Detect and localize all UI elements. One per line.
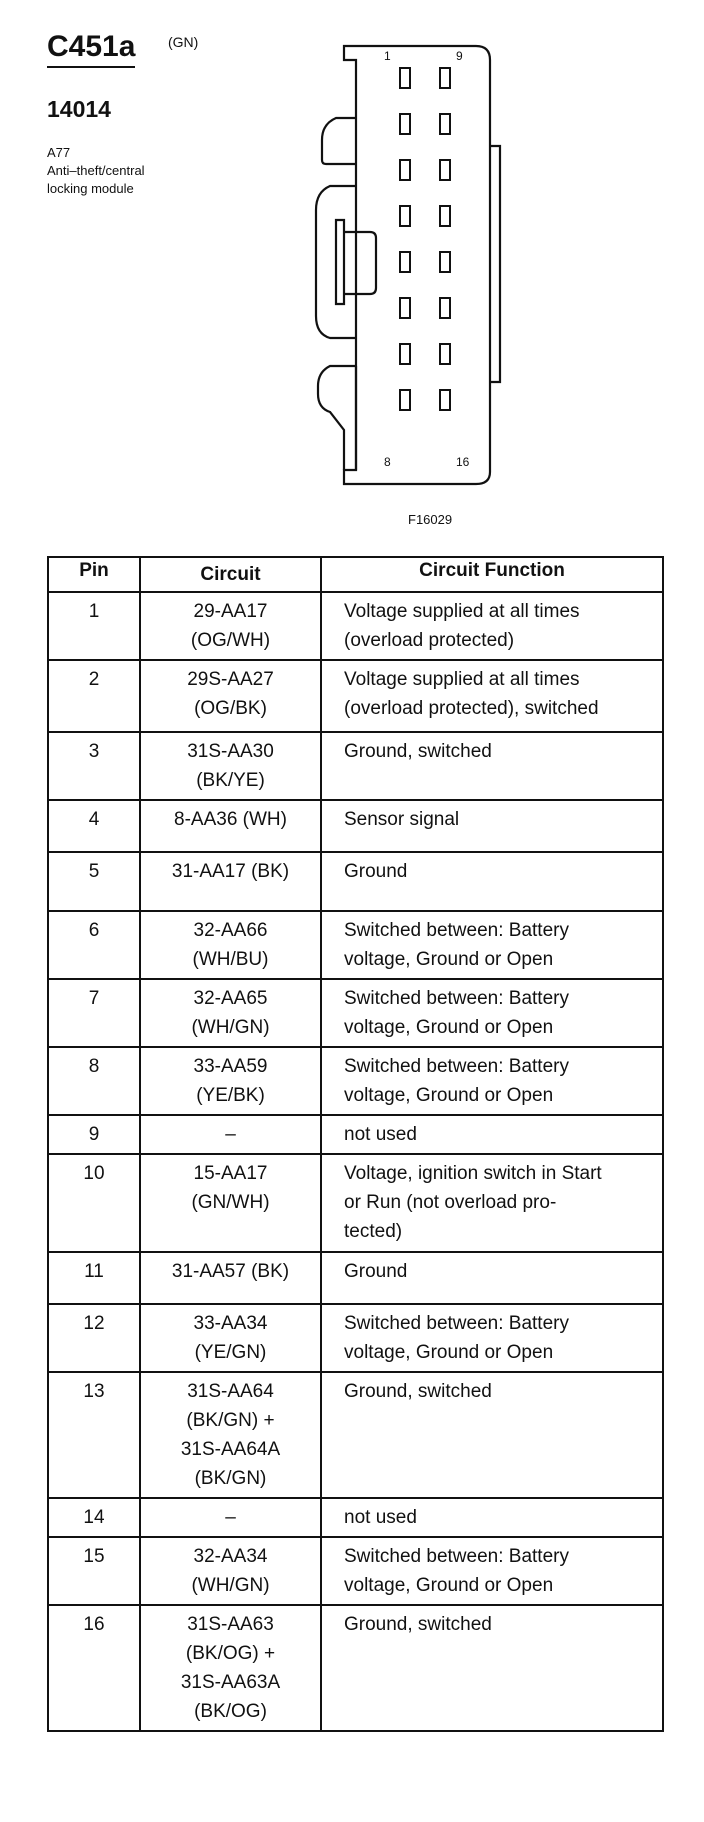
header-pin: Pin xyxy=(48,557,140,592)
function-line: (overload protected) xyxy=(344,630,515,651)
figure-id: F16029 xyxy=(408,512,453,527)
function-cell xyxy=(321,911,663,979)
function-cell xyxy=(321,1252,663,1304)
circuit-cell xyxy=(140,852,321,911)
pin-number: 16 xyxy=(83,1614,105,1635)
pin-number-cell xyxy=(48,1537,140,1605)
circuit-cell xyxy=(140,1154,321,1252)
pin-number-cell xyxy=(48,592,140,660)
function-line: voltage, Ground or Open xyxy=(344,1085,554,1106)
circuit-line: 33-AA34 xyxy=(193,1313,268,1334)
table-row xyxy=(48,1154,663,1252)
circuit-line: (BK/GN) xyxy=(194,1468,267,1489)
function-line: Sensor signal xyxy=(344,809,460,830)
function-cell xyxy=(321,1605,663,1731)
connector-code: C451a xyxy=(47,30,135,68)
pin-number: 3 xyxy=(88,741,100,762)
table-row xyxy=(48,660,663,732)
circuit-cell xyxy=(140,800,321,852)
pin-number-cell xyxy=(48,1047,140,1115)
circuit-line: 31S-AA63A xyxy=(180,1672,281,1693)
function-line: Switched between: Battery xyxy=(344,988,569,1009)
table-row xyxy=(48,1372,663,1498)
circuit-line: (WH/GN) xyxy=(191,1017,270,1038)
pin-number-cell xyxy=(48,1115,140,1154)
circuit-cell xyxy=(140,1047,321,1115)
pin-label-1: 1 xyxy=(384,49,391,63)
function-line: Ground, switched xyxy=(344,741,492,762)
pin-number: 10 xyxy=(83,1163,105,1184)
pin-number-cell xyxy=(48,852,140,911)
pin-number-cell xyxy=(48,979,140,1047)
circuit-line: (WH/GN) xyxy=(191,1575,270,1596)
module-description xyxy=(47,144,145,198)
part-number: 14014 xyxy=(47,96,111,122)
pin-label-8: 8 xyxy=(384,455,391,469)
table-row xyxy=(48,911,663,979)
function-cell xyxy=(321,979,663,1047)
module-name-line2: locking module xyxy=(47,181,134,196)
table-row xyxy=(48,1605,663,1731)
pin-number: 1 xyxy=(88,601,100,622)
circuit-line: (WH/BU) xyxy=(192,949,269,970)
function-line: voltage, Ground or Open xyxy=(344,1575,554,1596)
table-header-row xyxy=(48,557,663,592)
pin-number-cell xyxy=(48,1304,140,1372)
circuit-line: 32-AA66 xyxy=(193,920,268,941)
circuit-cell xyxy=(140,1115,321,1154)
circuit-line: 29S-AA27 xyxy=(187,669,274,690)
circuit-line: (OG/BK) xyxy=(194,698,267,719)
pin-number: 5 xyxy=(88,861,100,882)
table-row xyxy=(48,979,663,1047)
circuit-line: (GN/WH) xyxy=(191,1192,270,1213)
circuit-line: 31-AA57 (BK) xyxy=(171,1261,290,1282)
pin-number-cell xyxy=(48,800,140,852)
pin-number: 14 xyxy=(83,1507,105,1528)
circuit-line: 31S-AA64A xyxy=(180,1439,281,1460)
pin-number-cell xyxy=(48,732,140,800)
circuit-line: – xyxy=(225,1124,236,1145)
function-line: Switched between: Battery xyxy=(344,1056,569,1077)
circuit-line: (YE/BK) xyxy=(196,1085,265,1106)
function-cell xyxy=(321,1047,663,1115)
circuit-line: 33-AA59 xyxy=(193,1056,268,1077)
circuit-line: 31-AA17 (BK) xyxy=(171,861,290,882)
table-row xyxy=(48,592,663,660)
table-row xyxy=(48,1115,663,1154)
pin-number-cell xyxy=(48,1605,140,1731)
function-line: Ground, switched xyxy=(344,1614,492,1635)
pin-label-9: 9 xyxy=(456,49,463,63)
pin-number: 7 xyxy=(88,988,100,1009)
function-line: Ground xyxy=(344,861,408,882)
pin-number-cell xyxy=(48,660,140,732)
function-cell xyxy=(321,1115,663,1154)
function-line: or Run (not overload pro- xyxy=(344,1192,557,1213)
circuit-cell xyxy=(140,732,321,800)
circuit-line: 29-AA17 xyxy=(193,601,268,622)
circuit-cell xyxy=(140,1498,321,1537)
circuit-cell xyxy=(140,660,321,732)
pin-number-cell xyxy=(48,1154,140,1252)
function-cell xyxy=(321,732,663,800)
circuit-line: 31S-AA63 xyxy=(187,1614,274,1635)
table-row xyxy=(48,800,663,852)
connector-color: (GN) xyxy=(168,34,199,50)
function-cell xyxy=(321,1537,663,1605)
pin-number: 11 xyxy=(84,1261,104,1282)
table-row xyxy=(48,1252,663,1304)
function-cell xyxy=(321,1304,663,1372)
circuit-cell xyxy=(140,1304,321,1372)
function-cell xyxy=(321,800,663,852)
circuit-cell xyxy=(140,1537,321,1605)
circuit-line: 31S-AA30 xyxy=(187,741,274,762)
function-line: Ground xyxy=(344,1261,408,1282)
function-line: not used xyxy=(344,1507,417,1528)
function-cell xyxy=(321,592,663,660)
circuit-line: (BK/OG) xyxy=(194,1701,267,1722)
circuit-cell xyxy=(140,592,321,660)
table-row xyxy=(48,1498,663,1537)
pin-label-16: 16 xyxy=(456,455,470,469)
function-cell xyxy=(321,1154,663,1252)
pin-number-cell xyxy=(48,1252,140,1304)
function-line: voltage, Ground or Open xyxy=(344,949,554,970)
circuit-line: – xyxy=(225,1507,236,1528)
function-line: voltage, Ground or Open xyxy=(344,1017,554,1038)
pin-number: 9 xyxy=(88,1124,100,1145)
pin-number: 8 xyxy=(88,1056,100,1077)
function-line: Voltage supplied at all times xyxy=(344,601,580,622)
function-line: not used xyxy=(344,1124,417,1145)
function-line: tected) xyxy=(344,1221,403,1242)
function-cell xyxy=(321,852,663,911)
function-line: Switched between: Battery xyxy=(344,920,569,941)
function-line: Switched between: Battery xyxy=(344,1313,569,1334)
function-line: voltage, Ground or Open xyxy=(344,1342,554,1363)
function-line: Voltage, ignition switch in Start xyxy=(344,1163,602,1184)
pinout-table xyxy=(47,556,664,1732)
table-row xyxy=(48,1304,663,1372)
module-code: A77 xyxy=(47,145,71,160)
function-line: Voltage supplied at all times xyxy=(344,669,580,690)
circuit-cell xyxy=(140,979,321,1047)
circuit-line: (YE/GN) xyxy=(194,1342,267,1363)
circuit-cell xyxy=(140,1372,321,1498)
module-name-line1: Anti–theft/central xyxy=(47,163,145,178)
function-cell xyxy=(321,660,663,732)
function-line: (overload protected), switched xyxy=(344,698,599,719)
pin-number: 13 xyxy=(83,1381,105,1402)
circuit-cell xyxy=(140,1252,321,1304)
table-row xyxy=(48,732,663,800)
pin-number-cell xyxy=(48,1498,140,1537)
pin-number-cell xyxy=(48,911,140,979)
header-function: Circuit Function xyxy=(321,557,663,592)
pin-number: 4 xyxy=(88,809,100,830)
pin-number: 6 xyxy=(88,920,100,941)
circuit-line: 15-AA17 xyxy=(193,1163,268,1184)
circuit-line: (BK/OG) + xyxy=(185,1643,276,1664)
circuit-line: 32-AA65 xyxy=(193,988,268,1009)
function-cell xyxy=(321,1498,663,1537)
connector-diagram xyxy=(300,40,540,500)
circuit-line: (OG/WH) xyxy=(190,630,271,651)
circuit-line: 31S-AA64 xyxy=(187,1381,274,1402)
circuit-cell xyxy=(140,1605,321,1731)
function-line: Ground, switched xyxy=(344,1381,492,1402)
pin-number: 12 xyxy=(83,1313,105,1334)
table-row xyxy=(48,852,663,911)
circuit-cell xyxy=(140,911,321,979)
table-body xyxy=(48,592,663,1731)
pin-number: 15 xyxy=(83,1546,105,1567)
table-row xyxy=(48,1047,663,1115)
function-cell xyxy=(321,1372,663,1498)
circuit-line: 32-AA34 xyxy=(193,1546,268,1567)
circuit-line: (BK/GN) + xyxy=(186,1410,275,1431)
table-row xyxy=(48,1537,663,1605)
pin-number: 2 xyxy=(88,669,100,690)
header-circuit: Circuit xyxy=(140,557,321,592)
circuit-line: (BK/YE) xyxy=(196,770,265,791)
function-line: Switched between: Battery xyxy=(344,1546,569,1567)
circuit-line: 8-AA36 (WH) xyxy=(174,809,287,830)
pin-number-cell xyxy=(48,1372,140,1498)
